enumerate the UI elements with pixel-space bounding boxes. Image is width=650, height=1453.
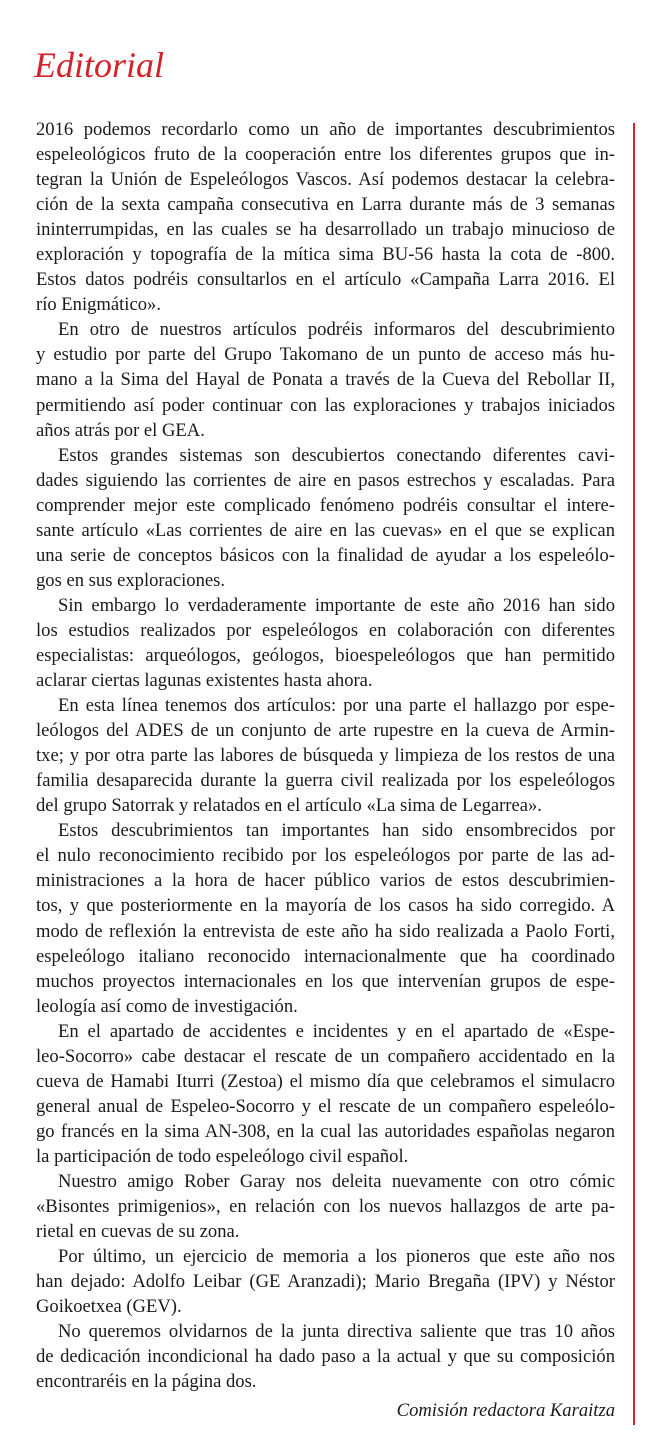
text-line: ininterrumpidas, en las cuales se ha desarrollado un trabajo minucioso de <box>36 219 615 241</box>
text-line: mano a la Sima del Hayal de Ponata a través de la Cueva del Rebollar II, <box>36 369 615 391</box>
paragraph <box>36 593 615 693</box>
text-line: una serie de conceptos básicos con la finalidad de ayudar a los espeleólo- <box>36 544 615 566</box>
text-line: espeleólogo italiano reconocido internacionalmente que ha coordinado <box>36 945 615 967</box>
text-line: permitiendo así poder continuar con las exploraciones y trabajos iniciados <box>36 394 615 416</box>
text-line: aclarar ciertas lagunas existentes hasta ahora. <box>36 670 373 692</box>
text-line: En el apartado de accidentes e incidentes y en el apartado de «Espe- <box>58 1020 615 1042</box>
text-line: tegran la Unión de Espeleólogos Vascos. Así podemos destacar la celebra- <box>36 169 615 191</box>
text-line: rietal en cuevas de su zona. <box>36 1221 240 1243</box>
text-line: Sin embargo lo verdaderamente importante de este año 2016 han sido <box>58 594 615 616</box>
text-line: de dedicación incondicional ha dado paso a la actual y que su composición <box>36 1346 615 1368</box>
text-line: Estos descubrimientos tan importantes han sido ensombrecidos por <box>58 820 615 842</box>
text-line: sante artículo «Las corrientes de aire en las cuevas» en el que se explican <box>36 519 615 541</box>
text-line: los estudios realizados por espeleólogos en colaboración con diferentes <box>36 619 615 641</box>
text-line: Goikoetxea (GEV). <box>36 1296 182 1318</box>
text-line: comprender mejor este complicado fenómeno podréis consultar el intere- <box>36 494 615 516</box>
text-line: En esta línea tenemos dos artículos: por una parte el hallazgo por espe- <box>58 695 615 717</box>
text-line: la participación de todo espeleólogo civil español. <box>36 1145 409 1167</box>
text-line: ción de la sexta campaña consecutiva en Larra durante más de 3 semanas <box>36 194 615 216</box>
paragraph <box>36 818 615 1018</box>
text-line: 2016 podemos recordarlo como un año de importantes descubrimientos <box>36 119 615 140</box>
signature: Comisión redactora Karaitza <box>396 1400 615 1421</box>
text-line: general anual de Espeleo-Socorro y el rescate de un compañero espeleólo- <box>36 1095 615 1117</box>
text-line: años atrás por el GEA. <box>36 419 205 441</box>
text-line: el nulo reconocimiento recibido por los espeleólogos por parte de las ad- <box>36 845 615 867</box>
paragraph <box>36 1319 615 1394</box>
paragraph <box>36 1169 615 1244</box>
paragraph <box>36 1244 615 1319</box>
text-line: dades siguiendo las corrientes de aire en pasos estrechos y escaladas. Para <box>36 469 615 491</box>
paragraph <box>36 317 615 442</box>
text-line: Nuestro amigo Rober Garay nos deleita nuevamente con otro cómic <box>58 1170 615 1192</box>
text-line: modo de reflexión la entrevista de este año ha sido realizada a Paolo Forti, <box>36 920 615 942</box>
text-line: No queremos olvidarnos de la junta directiva saliente que tras 10 años <box>58 1321 615 1343</box>
text-line: go francés en la sima AN-308, en la cual las autoridades españolas negaron <box>36 1120 615 1142</box>
text-line: han dejado: Adolfo Leibar (GE Aranzadi); Mario Bregaña (IPV) y Néstor <box>36 1271 615 1293</box>
paragraph <box>36 693 615 818</box>
text-line: txe; y por otra parte las labores de búsqueda y limpieza de los restos de una <box>36 745 615 767</box>
text-line: leología así como de investigación. <box>36 995 298 1017</box>
text-line: cueva de Hamabi Iturri (Zestoa) el mismo día que celebramos el simulacro <box>36 1070 615 1092</box>
text-line: encontraréis en la página dos. <box>36 1371 257 1393</box>
text-line: Estos grandes sistemas son descubiertos conectando diferentes cavi- <box>58 444 615 466</box>
text-line: gos en sus exploraciones. <box>36 569 225 591</box>
text-line: tos, y que posteriormente en la mayoría de los casos ha sido corregido. A <box>36 895 615 917</box>
text-line: ministraciones a la hora de hacer público varios de estos descubrimien- <box>36 870 615 892</box>
text-line: Por último, un ejercicio de memoria a los pioneros que este año nos <box>58 1246 615 1268</box>
text-line: Estos datos podréis consultarlos en el artículo «Campaña Larra 2016. El <box>36 269 615 291</box>
page-title: Editorial <box>34 45 165 85</box>
paragraph <box>36 443 615 593</box>
text-line: familia desaparecida durante la guerra civil realizada por los espeleólogos <box>36 770 615 792</box>
paragraph <box>36 117 615 317</box>
text-line: leólogos del ADES de un conjunto de arte rupestre en la cueva de Armin- <box>36 720 615 742</box>
text-line: «Bisontes primigenios», en relación con los nuevos hallazgos de arte pa- <box>36 1196 615 1218</box>
text-line: especialistas: arqueólogos, geólogos, bioespeleólogos que han permitido <box>36 644 615 666</box>
text-line: leo-Socorro» cabe destacar el rescate de un compañero accidentado en la <box>36 1045 615 1067</box>
text-line: En otro de nuestros artículos podréis informaros del descubrimiento <box>58 319 615 341</box>
text-line: exploración y topografía de la mítica sima BU-56 hasta la cota de -800. <box>36 244 615 266</box>
text-line: río Enigmático». <box>36 294 161 316</box>
text-line: muchos proyectos internacionales en los que intervenían grupos de espe- <box>36 970 615 992</box>
text-line: del grupo Satorrak y relatados en el artículo «La sima de Legarrea». <box>36 795 542 817</box>
text-line: y estudio por parte del Grupo Takomano de un punto de acceso más hu- <box>36 344 615 366</box>
text-line: espeleológicos fruto de la cooperación entre los diferentes grupos que in- <box>36 144 615 166</box>
paragraph <box>36 1019 615 1169</box>
editorial-body <box>36 117 615 1394</box>
margin-rule <box>633 123 635 1425</box>
